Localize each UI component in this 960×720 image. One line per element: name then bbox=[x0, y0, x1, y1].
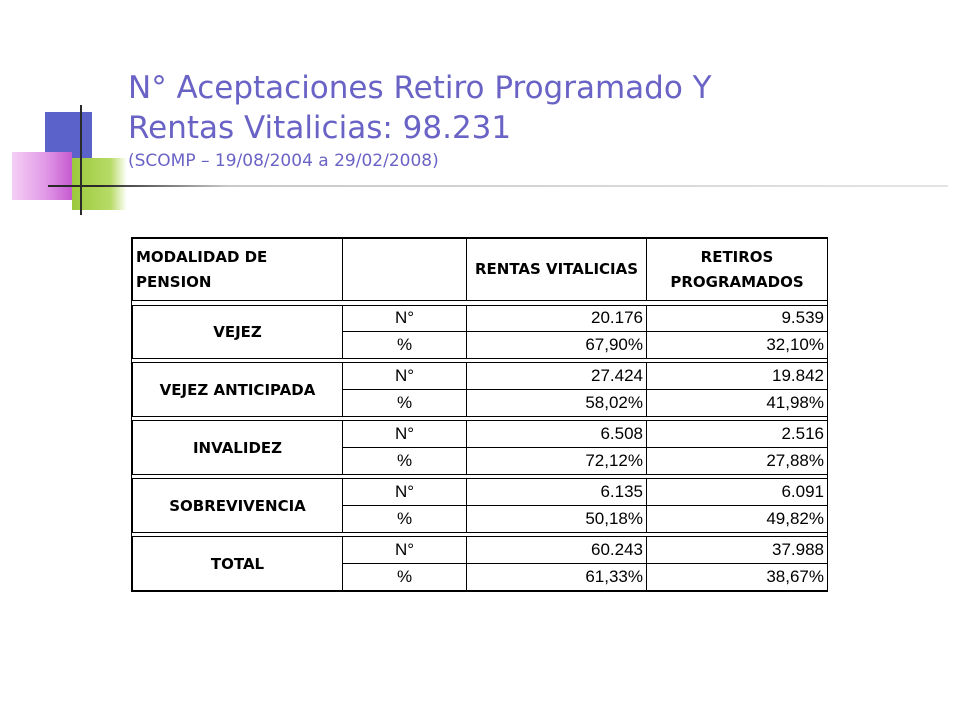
unit-percent: % bbox=[343, 564, 467, 591]
pension-table-grid bbox=[132, 238, 828, 591]
rentas-count: 20.176 bbox=[467, 305, 647, 332]
retiros-count: 9.539 bbox=[647, 305, 828, 332]
rentas-count: 6.508 bbox=[467, 421, 647, 448]
unit-percent: % bbox=[343, 448, 467, 475]
rentas-percent: 67,90% bbox=[467, 332, 647, 359]
decorative-vertical-line bbox=[80, 105, 82, 215]
row-label: TOTAL bbox=[133, 537, 343, 591]
table-row-count bbox=[133, 421, 828, 448]
rentas-percent: 61,33% bbox=[467, 564, 647, 591]
retiros-count: 37.988 bbox=[647, 537, 828, 564]
row-label: SOBREVIVENCIA bbox=[133, 479, 343, 533]
rentas-percent: 72,12% bbox=[467, 448, 647, 475]
decorative-pink-square bbox=[12, 152, 72, 200]
retiros-count: 19.842 bbox=[647, 363, 828, 390]
retiros-percent: 41,98% bbox=[647, 390, 828, 417]
decorative-horizontal-line bbox=[48, 185, 948, 187]
rentas-percent: 58,02% bbox=[467, 390, 647, 417]
rentas-count: 27.424 bbox=[467, 363, 647, 390]
unit-count: N° bbox=[343, 421, 467, 448]
table-header-row bbox=[133, 239, 828, 301]
title-subtitle: (SCOMP – 19/08/2004 a 29/02/2008) bbox=[128, 151, 439, 171]
table-row-count bbox=[133, 363, 828, 390]
unit-percent: % bbox=[343, 390, 467, 417]
table-row-count bbox=[133, 537, 828, 564]
unit-count: N° bbox=[343, 479, 467, 506]
unit-percent: % bbox=[343, 332, 467, 359]
row-label: VEJEZ bbox=[133, 305, 343, 359]
unit-percent: % bbox=[343, 506, 467, 533]
header-empty bbox=[343, 239, 467, 301]
row-label: INVALIDEZ bbox=[133, 421, 343, 475]
slide-title bbox=[128, 68, 928, 172]
title-main: N° Aceptaciones Retiro Programado Y Rentas Vitalicias: 98.231 bbox=[128, 70, 712, 146]
header-rentas-vitalicias: RENTAS VITALICIAS bbox=[467, 239, 647, 301]
retiros-percent: 27,88% bbox=[647, 448, 828, 475]
table-row-count bbox=[133, 479, 828, 506]
retiros-percent: 38,67% bbox=[647, 564, 828, 591]
table-row-count bbox=[133, 305, 828, 332]
retiros-count: 2.516 bbox=[647, 421, 828, 448]
unit-count: N° bbox=[343, 537, 467, 564]
retiros-percent: 49,82% bbox=[647, 506, 828, 533]
rentas-percent: 50,18% bbox=[467, 506, 647, 533]
header-modalidad: MODALIDAD DE PENSION bbox=[133, 239, 343, 301]
pension-table bbox=[131, 237, 828, 592]
unit-count: N° bbox=[343, 363, 467, 390]
retiros-count: 6.091 bbox=[647, 479, 828, 506]
retiros-percent: 32,10% bbox=[647, 332, 828, 359]
header-retiros-programados: RETIROS PROGRAMADOS bbox=[647, 239, 828, 301]
row-label: VEJEZ ANTICIPADA bbox=[133, 363, 343, 417]
rentas-count: 6.135 bbox=[467, 479, 647, 506]
rentas-count: 60.243 bbox=[467, 537, 647, 564]
unit-count: N° bbox=[343, 305, 467, 332]
